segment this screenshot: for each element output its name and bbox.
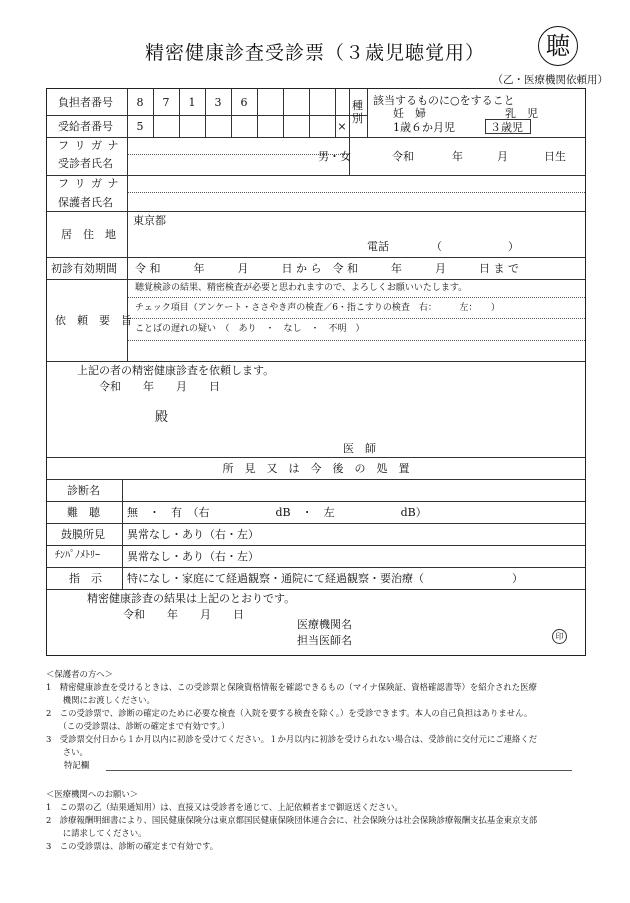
guardian-name-label: 保護者氏名 [58,196,113,209]
examinee-name-label: 受診者氏名 [58,157,113,170]
guardian-notes-heading: ＜保護者の方へ＞ [46,669,113,679]
phone-field[interactable]: （ ） [431,240,519,253]
guardian-note-line: 1 精密健康診査を受けるときは、この受診票と保険資格情報を確認できるもの（マイナ保険証、資格確認書等）を紹介された医療 [46,682,537,692]
sex-selector[interactable]: 男・女 [318,150,351,163]
birthday-suffix: 日生 [544,150,566,163]
payer-digit: 3 [214,96,222,109]
guardian-note-line: さい。 [46,747,88,757]
payer-digit: 1 [188,96,196,109]
tympanometry-label: ﾁﾝﾊﾟﾉﾒﾄﾘｰ [55,550,100,561]
category-18-months: 1歳６か月児 [393,121,455,134]
validity-period: 令 和 年 月 日 か ら 令 和 年 月 日 ま で [135,262,519,275]
hearing-loss-value: 無 ・ 有 （右 dB ・ 左 dB） [127,506,427,519]
physician-label: 担当医師名 [297,634,352,647]
recipient-digit: 5 [136,120,144,133]
guardian-note-line: （この受診票は、診断の確定まで有効です。） [46,721,230,731]
furigana-label-2: フ リ ガ ナ [58,177,120,190]
remarks-line[interactable] [106,770,572,771]
hearing-badge: 聴 [538,26,578,66]
findings-title: 所 見 又 は 今 後 の 処 置 [222,462,410,475]
institution-notes-heading: ＜医療機関へのお願い＞ [46,789,139,799]
institution-note-line: 3 この受診票は、診断の確定まで有効です。 [46,841,219,851]
payer-digit: 8 [136,96,144,109]
tympanometry-value: 異常なし・あり（右・左） [127,550,259,563]
request-line-3: ことばの遅れの疑い （ あり ・ なし ・ 不明 ） [135,324,365,334]
guardian-note-line: 機関にお渡しください。 [46,695,155,705]
category-label: 種別 [352,99,363,125]
result-date: 令和 年 月 日 [123,608,244,621]
payer-digit: 6 [240,96,248,109]
seal-mark: 印 [552,629,567,644]
institution-note-line: 1 この票の乙（結果通知用）は、直接又は受診者を通じて、上記依頼者まで御返送ください。 [46,802,403,812]
diagnosis-label: 診断名 [67,484,100,497]
result-statement: 精密健康診査の結果は上記のとおりです。 [87,592,296,605]
payer-digit: 7 [162,96,170,109]
category-pregnant: 妊 婦 [393,107,426,120]
request-statement: 上記の者の精密健康診査を依頼します。 [77,364,275,377]
guardian-notes [46,668,537,772]
tympanic-value: 異常なし・あり（右・左） [127,528,259,541]
request-line-1: 聴覚検診の結果、精密検査が必要と思われますので、よろしくお願いいたします。 [135,283,468,293]
category-instruction: 該当するものに○をすること [373,94,515,107]
validity-label: 初診有効期間 [51,262,117,275]
birth-month-unit: 月 [497,150,508,163]
recipient-number-label: 受給者番号 [58,120,113,133]
birth-year-unit: 年 [452,150,463,163]
addressee-suffix: 殿 [155,410,169,425]
recipient-mark: × [337,120,347,133]
form-frame [46,88,586,656]
category-infant: 乳 児 [505,107,538,120]
institution-note-line: 2 診療報酬明細書により、国民健康保険分は東京都国民健康保険団体連合会に、社会保険分は社会保険診療報酬支払基金東京支部 [46,815,538,825]
institution-note-line: に請求してください。 [46,828,147,838]
request-line-2: チェック項目（アンケート・ささやき声の検査／6・指こすりの検査 右： 左： ） [135,303,500,313]
institution-notes [46,788,537,853]
instruction-value: 特になし・家庭にて経過観察・通院にて経過観察・要治療（ ） [127,572,523,585]
request-date: 令和 年 月 日 [99,380,220,393]
form-subtitle: （乙・医療機関依頼用） [492,74,608,86]
request-label: 依 頼 要 旨 [55,314,132,327]
birth-era: 令和 [392,150,414,163]
category-age3: ３歳児 [490,121,523,134]
payer-number-label: 負担者番号 [58,96,113,109]
remarks-row [46,759,537,772]
instruction-label: 指 示 [69,572,102,585]
phone-label: 電話 [367,240,389,253]
form-title: 精密健康診査受診票（３歳児聴覚用） [144,42,485,64]
doctor-label: 医 師 [343,442,376,455]
institution-label: 医療機関名 [297,618,352,631]
address-value[interactable]: 東京都 [133,214,166,227]
furigana-label-1: フ リ ガ ナ [58,139,120,152]
guardian-note-line: 3 受診票交付日から１か月以内に初診を受けてください。１か月以内に初診を受けられない場合は、受診前に交付元にご連絡くだ [46,734,538,744]
hearing-loss-label: 難 聴 [67,506,100,519]
tympanic-label: 鼓膜所見 [61,528,105,541]
guardian-note-line: 2 この受診票で、診断の確定のために必要な検査（入院を要する検査を除く。）を受診できます。本人の自己負担はありません。 [46,708,533,718]
address-label: 居 住 地 [61,228,116,241]
remarks-label: 特記欄 [64,760,90,770]
